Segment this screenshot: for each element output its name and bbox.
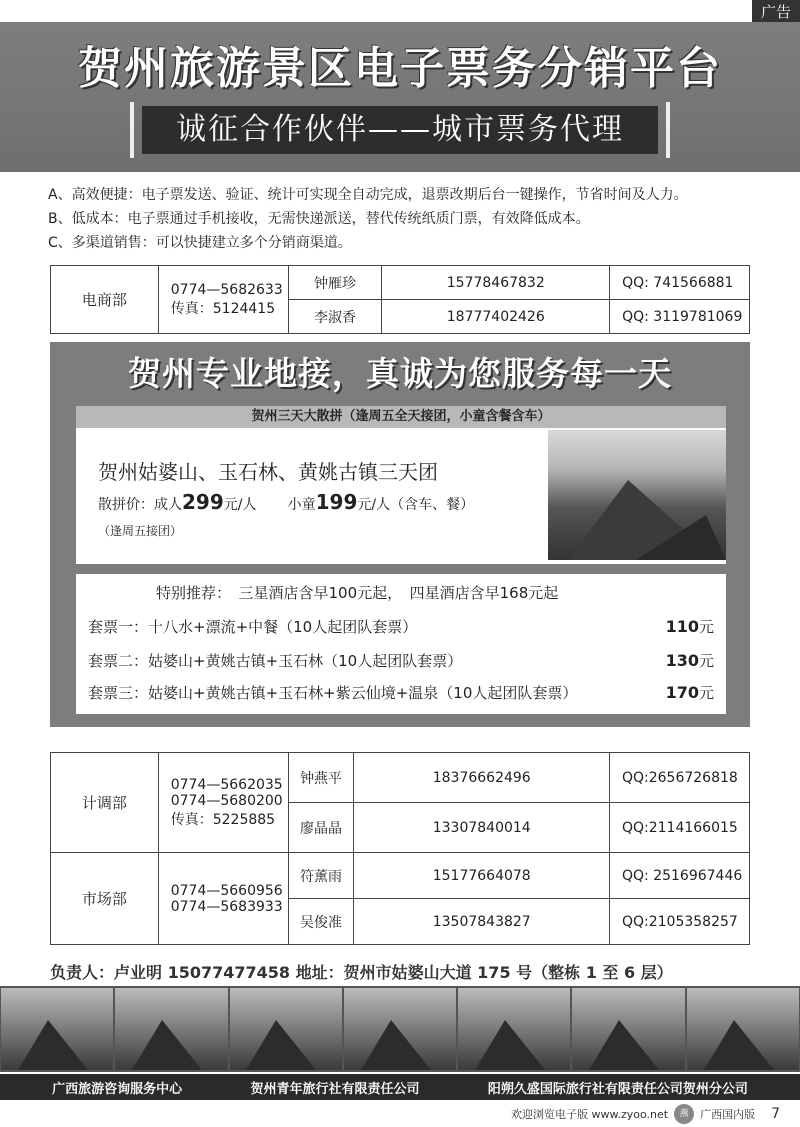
scenery-photo bbox=[458, 988, 570, 1070]
local-tour-title: 贺州专业地接，真诚为您服务每一天 bbox=[128, 354, 672, 393]
contact-mobile: 13307840014 bbox=[354, 803, 610, 853]
package-name: 套票三：姑婆山+黄姚古镇+玉石林+紫云仙境+温泉（10人起团队套票） bbox=[88, 684, 578, 702]
contact-name: 李淑香 bbox=[288, 300, 382, 334]
contact-qq: QQ:2105358257 bbox=[609, 899, 749, 945]
company-bar bbox=[0, 1074, 800, 1100]
contact-name: 符薰雨 bbox=[288, 853, 354, 899]
contact-mobile: 18777402426 bbox=[382, 300, 610, 334]
contact-qq: QQ: 2516967446 bbox=[609, 853, 749, 899]
magazine-logo-icon: 燕 bbox=[674, 1104, 694, 1124]
contact-name: 廖晶晶 bbox=[288, 803, 354, 853]
mountain-photo bbox=[548, 430, 726, 560]
package-price: 110元 bbox=[665, 617, 714, 636]
company-name: 阳朔久盛国际旅行社有限责任公司贺州分公司 bbox=[487, 1081, 748, 1097]
child-price: 199 bbox=[315, 490, 358, 514]
photo-strip bbox=[0, 986, 800, 1072]
phone-number: 0774—5682633 bbox=[170, 281, 283, 298]
tour-card-header: 贺州三天大散拼（逢周五全天接团，小童含餐含车） bbox=[76, 406, 726, 428]
feature-item: A、高效便捷：电子票发送、验证、统计可实现全自动完成，退票改期后台一键操作，节省时间及人力。 bbox=[48, 187, 688, 203]
feature-item: B、低成本：电子票通过手机接收，无需快递派送，替代传统纸质门票，有效降低成本。 bbox=[48, 211, 590, 227]
scenery-photo bbox=[115, 988, 227, 1070]
contact-qq: QQ: 741566881 bbox=[610, 266, 750, 300]
tour-price bbox=[98, 490, 474, 514]
phone-number: 0774—5683933 bbox=[170, 898, 283, 915]
contact-qq: QQ:2656726818 bbox=[609, 753, 749, 803]
scenery-photo bbox=[344, 988, 456, 1070]
package-price: 130元 bbox=[665, 651, 714, 670]
dept-name: 电商部 bbox=[51, 266, 159, 334]
company-name: 贺州青年旅行社有限责任公司 bbox=[250, 1081, 420, 1097]
package-row bbox=[88, 650, 714, 671]
child-label: 小童 bbox=[287, 497, 316, 513]
ecommerce-contact-table bbox=[50, 265, 750, 334]
phone-number: 0774—5662035 bbox=[170, 776, 283, 793]
hero-subtitle: 诚征合作伙伴——城市票务代理 bbox=[142, 106, 658, 154]
package-price: 170元 bbox=[665, 683, 714, 702]
hero-title: 贺州旅游景区电子票务分销平台 bbox=[78, 43, 722, 94]
package-name: 套票二：姑婆山+黄姚古镇+玉石林（10人起团队套票） bbox=[88, 652, 463, 670]
page-footer bbox=[511, 1104, 780, 1124]
package-card bbox=[76, 574, 726, 714]
contact-name: 钟燕平 bbox=[288, 753, 354, 803]
company-name: 广西旅游咨询服务中心 bbox=[52, 1081, 183, 1097]
tour-card bbox=[76, 406, 726, 564]
contact-name: 钟雁珍 bbox=[288, 266, 382, 300]
dept-phones bbox=[158, 853, 288, 945]
site-url: 欢迎浏览电子版 www.zyoo.net bbox=[511, 1108, 669, 1121]
feature-list bbox=[48, 183, 788, 255]
dept-contact-table bbox=[50, 752, 750, 945]
price-label: 散拼价：成人 bbox=[98, 497, 182, 513]
tour-name: 贺州姑婆山、玉石林、黄姚古镇三天团 bbox=[98, 460, 438, 484]
dept-phones bbox=[158, 266, 288, 334]
contact-qq: QQ:2114166015 bbox=[609, 803, 749, 853]
dept-name: 市场部 bbox=[51, 853, 159, 945]
feature-item: C、多渠道销售：可以快捷建立多个分销商渠道。 bbox=[48, 235, 352, 251]
scenery-photo bbox=[687, 988, 799, 1070]
package-row bbox=[88, 682, 714, 703]
fax-number: 传真：5225885 bbox=[170, 811, 276, 828]
child-unit: 元/人（含车、餐） bbox=[357, 497, 475, 513]
scenery-photo bbox=[1, 988, 113, 1070]
contact-mobile: 15177664078 bbox=[354, 853, 610, 899]
local-tour-section bbox=[50, 342, 750, 727]
hotel-recommendation: 特别推荐： 三星酒店含早100元起， 四星酒店含早168元起 bbox=[156, 584, 559, 602]
ad-tag: 广告 bbox=[752, 0, 800, 24]
contact-qq: QQ: 3119781069 bbox=[610, 300, 750, 334]
scenery-photo bbox=[572, 988, 684, 1070]
edition-label: 广西国内版 bbox=[700, 1108, 756, 1121]
package-name: 套票一：十八水+漂流+中餐（10人起团队套票） bbox=[88, 618, 418, 636]
contact-mobile: 13507843827 bbox=[354, 899, 610, 945]
contact-name: 吴俊准 bbox=[288, 899, 354, 945]
contact-mobile: 15778467832 bbox=[382, 266, 610, 300]
hero-banner bbox=[0, 22, 800, 172]
contact-mobile: 18376662496 bbox=[354, 753, 610, 803]
phone-number: 0774—5680200 bbox=[170, 792, 283, 809]
dept-phones bbox=[158, 753, 288, 853]
adult-unit: 元/人 bbox=[223, 497, 257, 513]
phone-number: 0774—5660956 bbox=[170, 882, 283, 899]
package-row bbox=[88, 616, 714, 637]
dept-name: 计调部 bbox=[51, 753, 159, 853]
scenery-photo bbox=[230, 988, 342, 1070]
manager-address: 负责人：卢业明 15077477458 地址：贺州市姑婆山大道 175 号（整栋 1 至 6 层） bbox=[50, 963, 673, 982]
page-number: 7 bbox=[771, 1106, 780, 1122]
adult-price: 299 bbox=[182, 490, 224, 514]
fax-number: 传真：5124415 bbox=[170, 300, 276, 317]
tour-note: （逢周五接团） bbox=[98, 524, 183, 538]
hero-subtitle-frame bbox=[130, 102, 670, 158]
